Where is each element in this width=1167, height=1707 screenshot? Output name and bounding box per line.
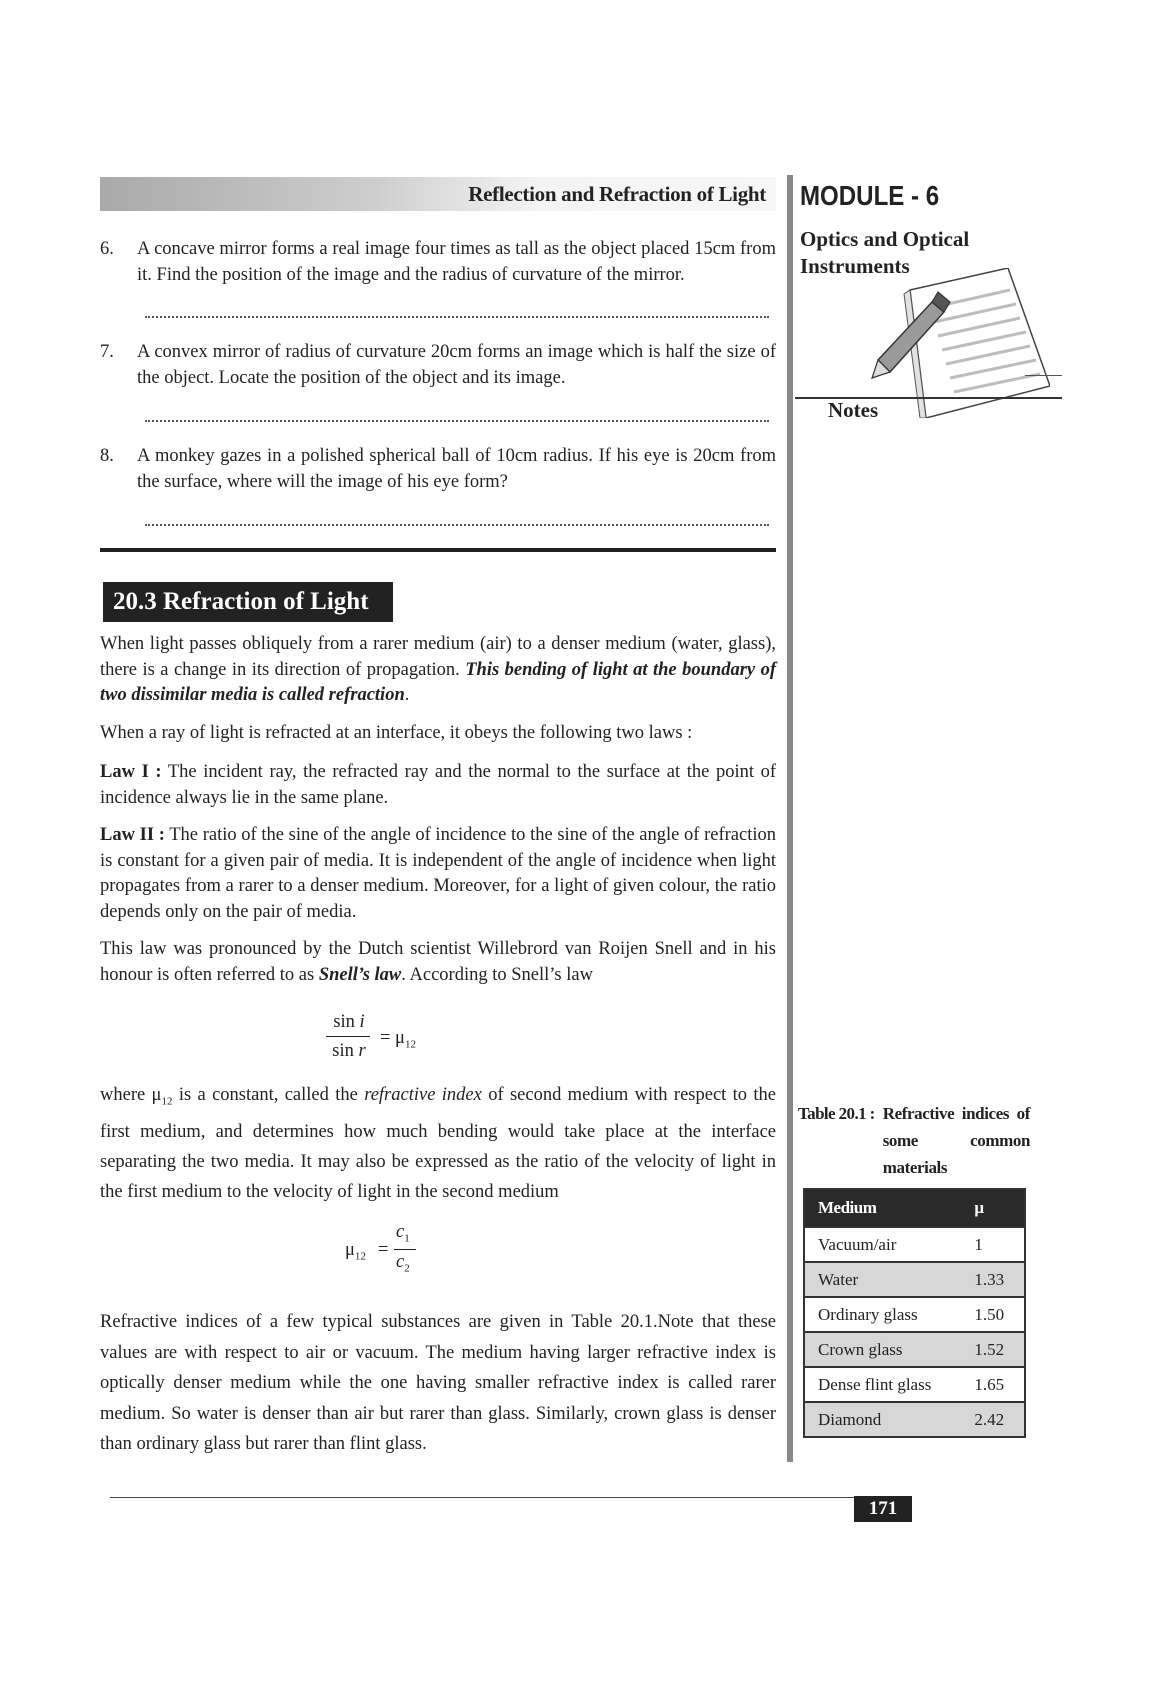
subscript: 12 xyxy=(354,1250,366,1263)
table-caption xyxy=(798,1100,1030,1181)
equation-1-numerator xyxy=(328,1012,370,1033)
text: . According to Snell’s law xyxy=(401,964,593,985)
variable: c xyxy=(396,1222,405,1242)
running-header-title: Reflection and Refraction of Light xyxy=(468,182,766,206)
equation-1-denominator xyxy=(328,1041,370,1062)
text: of second medium with respect to the first medium, and determines how much bending would take place at the interface separating the two media. It may also be expressed as the ratio of the velocity of light in the first medium to the velocity of light in the second medium xyxy=(100,1085,776,1202)
refractive-index-table xyxy=(803,1188,1026,1438)
equation-2-numerator xyxy=(396,1222,410,1245)
question-text: A concave mirror forms a real image four times as tall as the object placed 15cm from it. Find the position of the image and the radius of curvature of the mirror. xyxy=(137,239,776,285)
paragraph-laws-intro: When a ray of light is refracted at an interface, it obeys the following two laws : xyxy=(100,723,693,743)
question-number: 6. xyxy=(100,239,114,259)
equation-2-lhs xyxy=(345,1240,366,1263)
table-label: Table 20.1 : xyxy=(798,1104,875,1123)
paragraph-law-2 xyxy=(100,823,776,925)
subscript: 1 xyxy=(404,1232,410,1245)
question-text: A convex mirror of radius of curvature 20cm forms an image which is half the size of the object. Locate the position of the object and its image. xyxy=(137,342,776,388)
module-subtitle-line2: Instruments xyxy=(800,254,910,278)
module-subtitle-line1: Optics and Optical xyxy=(800,227,970,251)
index-cell: 1.33 xyxy=(961,1262,1025,1297)
paragraph-law-1 xyxy=(100,760,776,811)
question-6 xyxy=(100,236,776,288)
table-caption-text: Refractive indices of some common materials xyxy=(882,1104,1030,1177)
question-8 xyxy=(100,443,776,495)
index-cell: 1.65 xyxy=(961,1367,1025,1402)
text: = μ xyxy=(380,1028,405,1048)
subscript: 2 xyxy=(404,1262,410,1275)
table-header-row xyxy=(804,1189,1025,1227)
equation-2-equals: = xyxy=(378,1240,389,1260)
answer-line xyxy=(145,316,769,318)
question-text: A monkey gazes in a polished spherical ball of 10cm radius. If his eye is 20cm from the surface, where will the image of his eye form? xyxy=(137,446,776,492)
medium-cell: Ordinary glass xyxy=(804,1297,961,1332)
index-cell: 1.50 xyxy=(961,1297,1025,1332)
section-heading: 20.3 Refraction of Light xyxy=(103,582,393,622)
text: μ xyxy=(345,1240,355,1260)
snells-law-term: Snell’s law xyxy=(318,964,402,985)
table-row xyxy=(804,1402,1025,1437)
paragraph-table-ref: Refractive indices of a few typical substances are given in Table 20.1.Note that these values are with respect to air or vacuum. The medium having larger refractive index is optically denser medium while the one having smaller refractive index is called rarer medium. So water is denser than air but rarer than glass. Similarly, crown glass is denser than ordinary glass but rarer than flint glass. xyxy=(100,1312,776,1454)
table-row xyxy=(804,1297,1025,1332)
index-cell: 2.42 xyxy=(961,1402,1025,1437)
table-row xyxy=(804,1367,1025,1402)
variable: c xyxy=(396,1252,405,1272)
header-bar xyxy=(100,177,776,211)
variable: i xyxy=(359,1012,365,1032)
module-label: MODULE - 6 xyxy=(800,180,940,211)
equation-2-denominator xyxy=(396,1252,410,1275)
paragraph-refractive-index xyxy=(100,1080,776,1207)
answer-line xyxy=(145,524,769,526)
law-text: The incident ray, the refracted ray and the normal to the surface at the point of incidence always lie in the same plane. xyxy=(100,762,776,808)
answer-line xyxy=(145,420,769,422)
fraction-bar xyxy=(326,1036,370,1037)
notepad-pencil-icon xyxy=(870,268,1050,418)
text: sin xyxy=(333,1012,360,1032)
text: is a constant, called the xyxy=(172,1085,365,1105)
medium-cell: Diamond xyxy=(804,1402,961,1437)
question-number: 8. xyxy=(100,446,114,466)
question-7 xyxy=(100,339,776,391)
definition-text: This bending of light at the boundary of two dissimilar media is called refraction xyxy=(100,659,776,705)
index-cell: 1.52 xyxy=(961,1332,1025,1367)
margin-divider xyxy=(787,175,793,1462)
question-number: 7. xyxy=(100,342,114,362)
column-header: μ xyxy=(961,1189,1025,1227)
text: sin xyxy=(332,1041,359,1061)
paragraph-snell xyxy=(100,937,776,988)
medium-cell: Dense flint glass xyxy=(804,1367,961,1402)
subscript: 12 xyxy=(404,1038,416,1051)
medium-cell: Vacuum/air xyxy=(804,1227,961,1262)
caption-row xyxy=(798,1100,1030,1181)
table-row xyxy=(804,1227,1025,1262)
subscript: 12 xyxy=(161,1095,173,1108)
law-text: The ratio of the sine of the angle of incidence to the sine of the angle of refraction is constant for a given pair of media. It is independent of the angle of incidence when light propagates from a rarer to a denser medium. Moreover, for a light of given colour, the ratio depends only on the pair of media. xyxy=(100,825,776,922)
notes-label: Notes xyxy=(828,398,879,422)
equation-1-rhs xyxy=(380,1028,416,1051)
section-divider xyxy=(100,548,776,552)
paragraph-intro xyxy=(100,632,776,709)
table-row xyxy=(804,1262,1025,1297)
column-header: Medium xyxy=(804,1189,961,1227)
law-label: Law II : xyxy=(100,825,165,845)
medium-cell: Water xyxy=(804,1262,961,1297)
fraction-bar xyxy=(394,1249,416,1250)
term: refractive index xyxy=(364,1085,482,1105)
text: This law was pronounced by the Dutch scientist Willebrord van Roijen Snell and in his honour is often referred to as xyxy=(100,939,776,985)
variable: r xyxy=(358,1041,366,1061)
text: where μ xyxy=(100,1085,162,1105)
table-row xyxy=(804,1332,1025,1367)
index-cell: 1 xyxy=(961,1227,1025,1262)
law-label: Law I : xyxy=(100,762,162,782)
text: When light passes obliquely from a rarer medium (air) to a denser medium (water, glass), there is a change in its direction of propagation. xyxy=(100,634,776,680)
footer-rule xyxy=(110,1497,910,1498)
text: . xyxy=(404,685,410,705)
notes-rule-short xyxy=(1025,375,1062,376)
page-number: 171 xyxy=(854,1496,912,1522)
medium-cell: Crown glass xyxy=(804,1332,961,1367)
